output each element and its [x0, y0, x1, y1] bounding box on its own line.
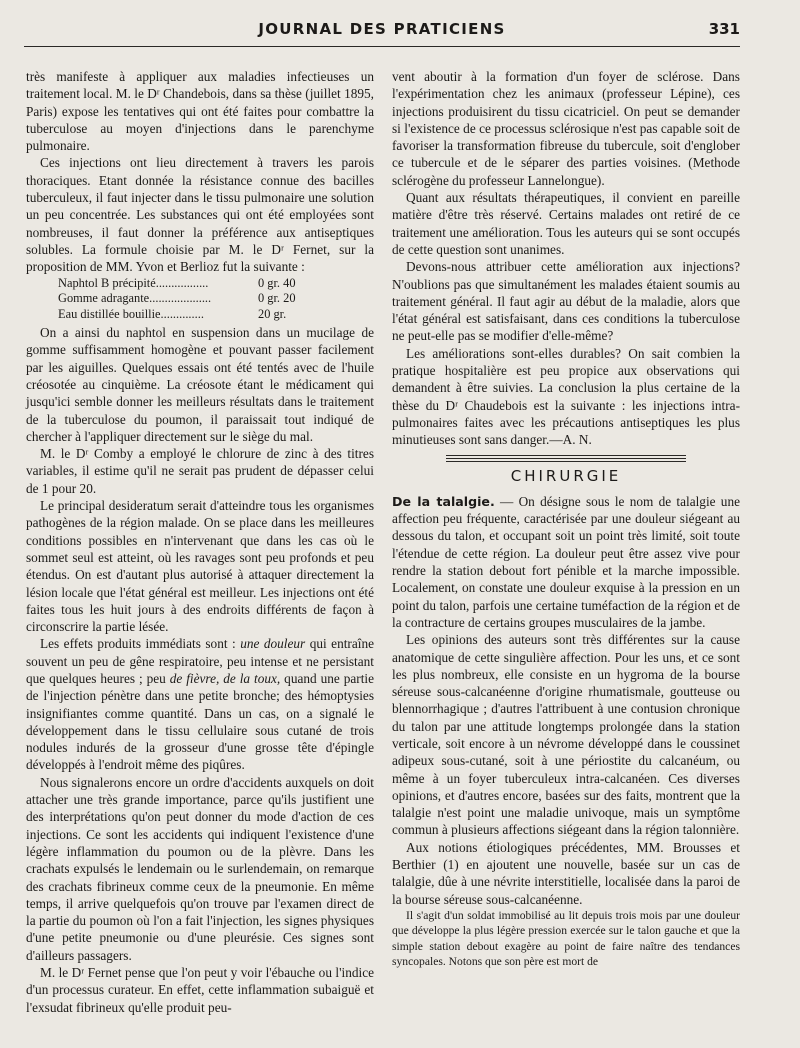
recipe-row [58, 291, 338, 307]
paragraph: Le principal desideratum serait d'atteindre tous les organismes pathogènes de la région malade. On se place dans les meilleures conditions possibles en n'intervenant que dans les cas où le sommet seul est atteint, où les ravages sont peu profonds et peu étendus. On est d'autant plus autorisé à attaquer directement la lésion locale que l'état général est meilleur. Les injections ont été faites tous les huit jours à des endroits différents de façon à circonscrire la partie lésée. [26, 498, 374, 635]
page-number: 331 [708, 20, 740, 38]
text-run: — On désigne sous le nom de talalgie une affection peu fréquente, caractérisée par une douleur siégeant au dessous du talon, et occupant soit un point très limité, soit toute l'étendue de cette région. La douleur peut être assez vive pour rendre la station debout fort pénible et la marche impossible. Localement, on constate une douleur exquise à la pression en un point du talon, parfois une certaine tuméfaction de la région et de la contracture de certains groupes musculaires de la jambe. [392, 493, 740, 630]
paragraph: On a ainsi du naphtol en suspension dans un mucilage de gomme suffisamment homogène et pouvant passer facilement par les aiguilles. Quelques essais ont été tentés avec de l'huile créosotée au cinquième. La créosote étant le médicament qui jusqu'ici semble donner les meilleurs résultats dans le traitement de la tuberculose du poumon, il paraissait tout indiqué de chercher à l'appliquer directement sur le siège du mal. [26, 325, 374, 444]
paragraph: Les améliorations sont-elles durables? On sait combien la pratique hospitalière est peu propice aux observations qui demandent à être suivies. La conclusion la plus certaine de la thèse du Dʳ Chaudebois est la suivante : les injections intra-pulmonaires faites avec les précautions antiseptiques les plus minutieuses sont sans danger.—A. N. [392, 345, 740, 448]
left-column [26, 68, 374, 1016]
article-title: De la talalgie. [392, 493, 495, 509]
recipe-formula [58, 276, 338, 323]
paragraph: Nous signalerons encore un ordre d'accidents auxquels on doit attacher une très grande importance, parce qu'ils justifient une des interprétations qu'on peut donner du mode d'action de ces injections. Ce sont les accidents qui indiquent l'existence d'une légère inflammation du poumon ou de la plèvre. Dans les crachats expulsés le lendemain ou le surlendemain, on remarque des crachats fibrineux comme ceux de la pneumonie. En même temps, il arrive quelquefois qu'on trouve par l'examen direct de la partie du poumon où l'on a fait l'injection, les signes physiques d'une petite pneumonie ou d'une pleurésie. Ces signes sont d'ailleurs passagers. [26, 774, 374, 963]
paragraph: M. le Dʳ Fernet pense que l'on peut y voir l'ébauche ou l'indice d'un processus curateur. En effet, cette inflammation subaiguë et l'exsudat fibrineux qu'elle produit peu- [26, 965, 374, 1015]
section-divider [446, 455, 686, 464]
ingredient-name: Gomme adragante.................... [58, 291, 212, 306]
section-heading: CHIRURGIE [510, 466, 622, 485]
recipe-row [58, 276, 338, 292]
right-column [392, 68, 740, 970]
paragraph: Les opinions des auteurs sont très différentes sur la cause anatomique de cette singulière affection. Pour les uns, et ce sont les plus nombreux, elle consiste en un hygroma de la bourse séreuse sous-calcanéenne d'origine rhumatismale, goutteuse ou blennorrhagique ; d'autres l'attribuent à une contusion chronique du talon par une attitude longtemps prolongée dans la station verticale, soit encore à un névrome développé dans le coussinet adipeux sous-cutané, soit à une périostite du calcanéum, ou même à un foyer tuberculeux intra-calcanéen. Ces diverses opinions, et d'autres encore, basées sur des faits, montrent que la talalgie n'est point une maladie univoque, mais un symptôme commun à plusieurs affections siégeant dans la région talonnière. [392, 632, 740, 838]
recipe-row [58, 307, 338, 323]
ingredient-name: Naphtol B précipité................. [58, 275, 209, 290]
page-header [24, 18, 740, 42]
paragraph [26, 635, 374, 773]
journal-title: JOURNAL DES PRATICIENS [258, 20, 506, 38]
header-rule [24, 46, 740, 47]
text-run: Les effets produits immédiats sont : [40, 636, 241, 652]
ingredient-quantity: 0 gr. 20 [258, 291, 296, 306]
ingredient-quantity: 0 gr. 40 [258, 275, 296, 290]
text-run: quand une partie de l'injection pénètre dans une petite bronche; des hémoptysies insignifiantes comme quantité. Dans un cas, on a signalé le développement dans le tissu cellulaire sous cutané de trois nodules indurés de la grosseur d'une grosse tête d'épingle développés à l'endroit même des piqûres. [26, 671, 374, 773]
paragraph: Aux notions étiologiques précédentes, MM. Brousses et Berthier (1) en ajoutent une nouvelle, basée sur un cas de talalgie, dûe à une névrite interstitielle, localisée dans la paroi de la bourse séreuse sous-calcanéenne. [392, 839, 740, 907]
italic-text: une douleur [240, 636, 306, 652]
ingredient-name: Eau distillée bouillie.............. [58, 306, 204, 321]
paragraph: Quant aux résultats thérapeutiques, il convient en pareille matière d'être très réservé. Certains malades ont retiré de ce traitement une amélioration. Tous les auteurs qui se sont occupés de cette question sont unanimes. [392, 190, 740, 257]
italic-text: de fièvre, de la toux, [169, 671, 281, 686]
paragraph: M. le Dʳ Comby a employé le chlorure de zinc à des titres variables, il estime qu'il ne serait pas prudent de dépasser celui de 1 pour 20. [26, 446, 374, 496]
footnote-text: Il s'agit d'un soldat immobilisé au lit depuis trois mois par une douleur que développe la plus légère pression exercée sur le talon gauche et que la simple station debout exagère au point de faire naître des tendances syncopales. Notons que son père est mort de [392, 908, 740, 969]
paragraph: Devons-nous attribuer cette amélioration aux injections? N'oublions pas que simultanément les malades étaient soumis au traitement général. Il faut agir au début de la maladie, alors que l'état général est satisfaisant, dans ces conditions la tuberculose ne peut-elle pas se modifier d'elle-même? [392, 259, 740, 344]
ingredient-quantity: 20 gr. [258, 306, 287, 321]
paragraph: très manifeste à appliquer aux maladies infectieuses un traitement local. M. le Dʳ Chandebois, dans sa thèse (juillet 1895, Paris) expose les tentatives qui ont été faites pour combattre la tuberculose au moyen d'injections dans le parenchyme pulmonaire. [26, 69, 374, 154]
paragraph [392, 493, 740, 631]
text-run: qui entraîne souvent un peu de gêne respiratoire, peu intense et ne persistant que quelques heures ; peu [26, 636, 374, 686]
paragraph: vent aboutir à la formation d'un foyer de sclérose. Dans l'expérimentation chez les animaux (professeur Lépine), ces injections produisirent du tissu cicatriciel. On peut se demander si l'existence de ce processus sclérosique n'est pas capable soit de favoriser la transformation fibreuse du tubercule, soit d'englober ce tubercule et de le séparer des parties voisines. (Methode sclérogène du professeur Lannelongue). [392, 69, 740, 188]
paragraph: Ces injections ont lieu directement à travers les parois thoraciques. Etant donnée la résistance connue des bacilles tuberculeux, il faut injecter dans le tissu pulmonaire une solution un peu concentrée. Les substances qui ont été employées sont nombreuses, il faut donner la préférence aux antiseptiques solubles. La formule choisie par M. le Dʳ Fernet, sur la proposition de MM. Yvon et Berlioz fut la suivante : [26, 155, 374, 275]
